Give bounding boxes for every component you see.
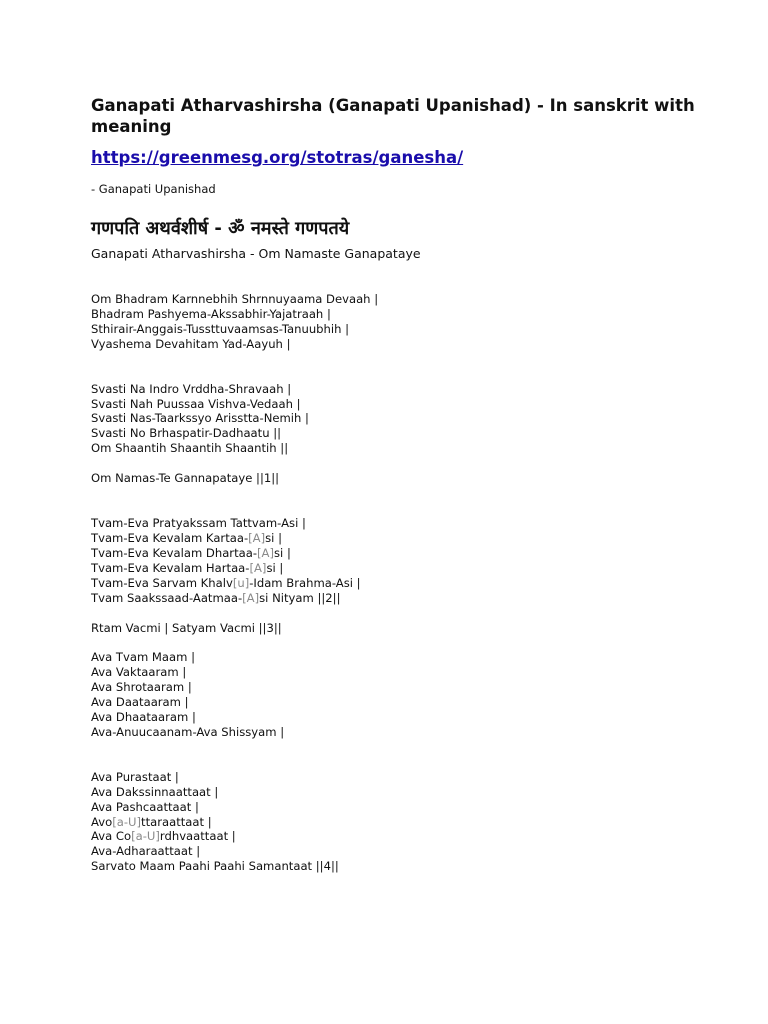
sandhi-marker: [a-U] <box>131 829 160 844</box>
sandhi-marker: [A] <box>248 530 266 545</box>
sandhi-marker: [A] <box>242 590 260 605</box>
verse-line: Om Shaantih Shaantih Shaantih || <box>91 441 289 456</box>
verse-block <box>91 382 731 457</box>
source-link[interactable]: https://greenmesg.org/stotras/ganesha/ <box>91 148 464 167</box>
verse-block <box>91 516 731 605</box>
verse-block <box>91 292 731 352</box>
verse-line: Sarvato Maam Paahi Paahi Samantaat ||4|| <box>91 859 339 874</box>
document-content <box>91 95 731 874</box>
verse-line: Ava Dhaataaram | <box>91 710 196 725</box>
verse-line: Om Bhadram Karnnebhih Shrnnuyaama Devaah | <box>91 292 379 306</box>
verse-line: Tvam-Eva Sarvam Khalv[u]-Idam Brahma-Asi | <box>91 575 361 590</box>
verse-block <box>91 650 731 739</box>
transliteration-heading: Ganapati Atharvashirsha - Om Namaste Ganapataye <box>91 246 421 261</box>
verse-line: Ava Co[a-U]rdhvaattaat | <box>91 829 236 844</box>
verse-line: Tvam-Eva Kevalam Hartaa-[A]si | <box>91 560 284 575</box>
sandhi-marker: [A] <box>249 560 267 575</box>
verse-line: Ava Pashcaattaat | <box>91 799 199 814</box>
verse-line: Svasti Na Indro Vrddha-Shravaah | <box>91 381 292 396</box>
verse-line: Tvam Saakssaad-Aatmaa-[A]si Nityam ||2|| <box>91 590 341 605</box>
verse-block <box>91 770 731 874</box>
verse-line: Ava Tvam Maam | <box>91 650 196 665</box>
verse-line: Ava-Adharaattaat | <box>91 844 201 859</box>
devanagari-heading: गणपति अथर्वशीर्ष - ॐ नमस्ते गणपतये <box>91 218 350 239</box>
verse-line: Svasti Nas-Taarkssyo Arisstta-Nemih | <box>91 411 309 426</box>
verse-line: Ava Dakssinnaattaat | <box>91 784 219 799</box>
verses <box>91 292 731 874</box>
verse-line: Ava-Anuucaanam-Ava Shissyam | <box>91 724 285 739</box>
verse-line: Sthirair-Anggais-Tussttuvaamsas-Tanuubhih | <box>91 321 350 336</box>
verse-line: Ava Purastaat | <box>91 769 179 784</box>
sandhi-marker: [a-U] <box>112 814 142 829</box>
verse-line: Svasti Nah Puussaa Vishva-Vedaah | <box>91 396 301 411</box>
verse-line: Om Namas-Te Gannapataye ||1|| <box>91 471 280 486</box>
page-title: Ganapati Atharvashirsha (Ganapati Upanishad) - In sanskrit with meaning <box>91 96 695 136</box>
verse-line: Tvam-Eva Kevalam Dhartaa-[A]si | <box>91 545 291 560</box>
verse-line: Vyashema Devahitam Yad-Aayuh | <box>91 336 291 351</box>
verse-line: Rtam Vacmi | Satyam Vacmi ||3|| <box>91 620 282 635</box>
verse-line: Avo[a-U]ttaraattaat | <box>91 814 212 829</box>
verse-block <box>91 471 731 486</box>
sandhi-marker: [A] <box>257 545 274 560</box>
verse-block <box>91 621 731 636</box>
verse-line: Ava Daataaram | <box>91 695 189 710</box>
verse-line: Tvam-Eva Pratyakssam Tattvam-Asi | <box>91 516 306 531</box>
sandhi-marker: [u] <box>232 575 250 590</box>
verse-line: Svasti No Brhaspatir-Dadhaatu || <box>91 426 282 441</box>
verse-line: Tvam-Eva Kevalam Kartaa-[A]si | <box>91 530 282 545</box>
verse-line: Ava Shrotaaram | <box>91 680 192 695</box>
verse-line: Bhadram Pashyema-Akssabhir-Yajatraah | <box>91 306 331 321</box>
verse-line: Ava Vaktaaram | <box>91 665 187 680</box>
subtitle: - Ganapati Upanishad <box>91 182 216 196</box>
